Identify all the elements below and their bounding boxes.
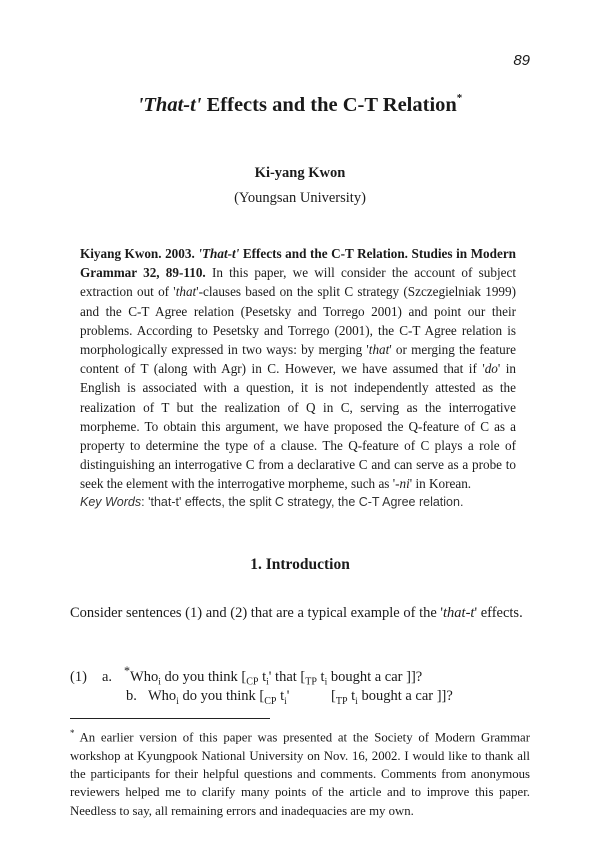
title-footnote-mark: * bbox=[456, 92, 463, 105]
title-italic: 'That-t' bbox=[137, 94, 202, 116]
abstract-text: In this paper, we will consider the account of subject extraction out of ' bbox=[80, 265, 516, 300]
abstract-italic-do: do bbox=[484, 361, 498, 377]
example-1b bbox=[126, 688, 453, 707]
abstract-text: ' in English is associated with a question, it is not independently attested as the realization of T but the realization of Q in C, serving as the interrogative morpheme. To obtain this argument, we have proposed the Q-feature of C as a property to determine the type of a clause. The Q-feature of C plays a role of distinguishing an interrogative C from a declarative C and can serve as a probe to seek the element with the interrogative morpheme, such as ' bbox=[80, 361, 517, 492]
abstract bbox=[80, 244, 516, 494]
index: i bbox=[158, 677, 161, 688]
cp-label: CP bbox=[264, 695, 277, 707]
abstract-text: ' in Korean. bbox=[409, 476, 472, 492]
ungrammatical-mark: * bbox=[124, 664, 131, 678]
page-number: 89 bbox=[513, 52, 530, 69]
intro-text-end: ' effects. bbox=[474, 605, 523, 621]
example-letter: b. bbox=[126, 688, 137, 704]
key-words-label: Key Words bbox=[80, 495, 142, 509]
key-words bbox=[80, 495, 520, 509]
abstract-italic-that: that bbox=[368, 342, 390, 358]
intro-italic: that-t bbox=[443, 605, 475, 621]
author-name: Ki-yang Kwon bbox=[254, 165, 346, 181]
abstract-italic-that: that bbox=[175, 284, 197, 300]
example-text: ' that [ bbox=[268, 668, 306, 685]
example-word: Who bbox=[130, 668, 159, 685]
cp-label: CP bbox=[246, 676, 259, 688]
citation-author-year: Kiyang Kwon. 2003. bbox=[80, 246, 199, 261]
example-letter: a. bbox=[102, 668, 113, 685]
example-text: [ bbox=[327, 688, 336, 704]
section-heading: 1. Introduction bbox=[250, 556, 350, 573]
example-text: do you think [ bbox=[178, 688, 265, 704]
footnote-text: An earlier version of this paper was presented at the Society of Modern Grammar workshop at Kyungpook National University on Nov. 16, 2002. I would like to thank all the participants for their helpful questions and comments. Comments from anonymous reviewers helped me to clarify many points of the article and to improve this paper. Needless to say, all remaining errors and inadequacies are my own. bbox=[70, 730, 530, 818]
tp-label: TP bbox=[335, 695, 348, 707]
intro-text: Consider sentences (1) and (2) that are a typical example of the ' bbox=[70, 605, 444, 621]
abstract-text: '-clauses based on the split C strategy (Szczegielniak 1999) and the C-T Agree relation (Pesetsky and Torrego 2001) and point our their problems. According to Pesetsky and Torrego (2001), the C-T Agree relation is morphologically expressed in two ways: by merging ' bbox=[80, 284, 516, 358]
key-words-text: : 'that-t' effects, the split C strategy, the C-T Agree relation. bbox=[141, 495, 464, 509]
trace: t bbox=[316, 668, 325, 685]
intro-paragraph bbox=[70, 602, 530, 624]
trace: t bbox=[276, 688, 285, 704]
example-text: bought a car ]]? bbox=[357, 688, 453, 704]
paper-title bbox=[0, 94, 600, 117]
example-text: bought a car ]]? bbox=[327, 668, 423, 685]
footnote-mark: * bbox=[70, 728, 75, 738]
example-number: (1) bbox=[70, 668, 87, 685]
abstract-text: ' or merging the feature content of T (along with Agr) in C. However, we have assumed that if ' bbox=[80, 342, 516, 377]
trace: t bbox=[258, 668, 267, 685]
example-1a bbox=[70, 664, 422, 688]
trace: t bbox=[347, 688, 356, 704]
footnote bbox=[70, 724, 530, 820]
author-affiliation: (Youngsan University) bbox=[234, 190, 366, 206]
index: i bbox=[284, 696, 287, 707]
citation-title-rest: Effects and the C-T Relation. Studies in Modern Grammar 32, 89-110. bbox=[80, 246, 517, 281]
index: i bbox=[176, 696, 179, 707]
footnote-divider bbox=[70, 718, 270, 719]
tp-label: TP bbox=[305, 676, 317, 688]
abstract-italic-ni: -ni bbox=[395, 476, 410, 492]
example-word: Who bbox=[148, 688, 177, 704]
index: i bbox=[355, 696, 358, 707]
example-text: ' bbox=[286, 688, 290, 704]
index: i bbox=[266, 677, 269, 688]
title-rest: Effects and the C-T Relation bbox=[201, 94, 457, 116]
example-text: do you think [ bbox=[160, 668, 247, 685]
citation-title-italic: 'That-t' bbox=[198, 246, 240, 261]
index: i bbox=[324, 677, 328, 688]
